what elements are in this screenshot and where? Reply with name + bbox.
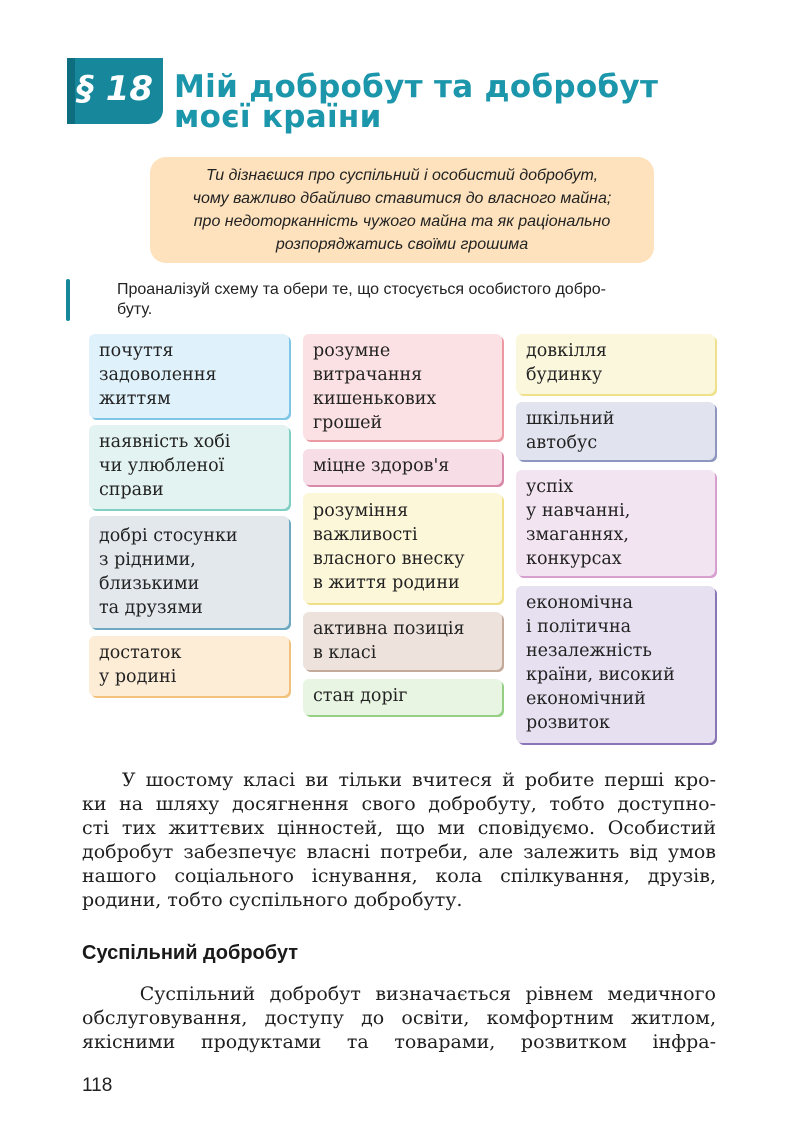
card-line: почуття bbox=[99, 341, 174, 361]
task-text-line-1: Проаналізуй схему та обери те, що стосується особистого добро- bbox=[117, 281, 606, 298]
card-line: країни, високий bbox=[526, 665, 675, 685]
body-text-line: якісними продуктами та товарами, розвитком інфра- bbox=[82, 1031, 716, 1053]
objectives-line: Ти дізнаєшся про суспільний і особистий добробут, bbox=[205, 167, 599, 184]
objectives-box bbox=[150, 157, 654, 263]
card-line: чи улюбленої bbox=[99, 456, 225, 476]
body-text-line: родини, тобто суспільного добробуту. bbox=[82, 889, 463, 911]
card-line: у навчанні, bbox=[526, 501, 631, 521]
section-badge bbox=[67, 58, 163, 124]
card-line: наявність хобі bbox=[99, 432, 231, 452]
card-line: економічна bbox=[526, 593, 633, 613]
card-line: стан доріг bbox=[313, 686, 408, 706]
scheme-card[interactable] bbox=[303, 493, 502, 603]
scheme-card[interactable] bbox=[89, 636, 289, 696]
card-line: міцне здоров'я bbox=[313, 456, 450, 476]
card-line: незалежність bbox=[526, 641, 652, 661]
page-number: 118 bbox=[82, 1075, 113, 1096]
card-line: в класі bbox=[313, 643, 377, 663]
card-line: розумне bbox=[313, 341, 391, 361]
card-line: грошей bbox=[313, 413, 383, 433]
objectives-line: про недоторканність чужого майна та як раціонально bbox=[193, 213, 611, 230]
chapter-title-line-2: моєї країни bbox=[174, 99, 382, 135]
card-line: добрі стосунки bbox=[99, 526, 238, 546]
card-line: активна позиція bbox=[313, 619, 465, 639]
card-line: власного внеску bbox=[313, 549, 465, 569]
card-line: витрачання bbox=[313, 365, 423, 385]
card-line: успіх bbox=[526, 477, 574, 497]
scheme-card[interactable] bbox=[89, 425, 289, 509]
card-line: будинку bbox=[526, 365, 603, 385]
scheme-card[interactable] bbox=[516, 402, 715, 460]
card-line: з рідними, bbox=[99, 550, 196, 570]
card-line: у родині bbox=[99, 667, 177, 687]
scheme-card[interactable] bbox=[89, 334, 289, 418]
card-line: розвиток bbox=[526, 713, 610, 733]
card-line: економічний bbox=[526, 689, 646, 709]
body-text-line: Суспільний добробут визначається рівнем медичного bbox=[82, 983, 716, 1005]
body-text-line: добробут забезпечує власні потреби, але залежить від умов bbox=[82, 841, 716, 863]
section-heading: Суспільний добробут bbox=[82, 942, 299, 964]
chapter-title-line-1: Мій добробут та добробут bbox=[174, 69, 659, 105]
card-line: достаток bbox=[99, 643, 182, 663]
scheme-card[interactable] bbox=[89, 516, 289, 628]
task-text-line-2: буту. bbox=[117, 301, 153, 318]
card-line: та друзями bbox=[99, 598, 203, 618]
objectives-line: чому важливо дбайливо ставитися до власного майна; bbox=[192, 190, 612, 207]
card-line: близькими bbox=[99, 574, 200, 594]
card-line: задоволення bbox=[99, 365, 217, 385]
card-line: довкілля bbox=[526, 341, 607, 361]
card-line: і політична bbox=[526, 617, 632, 637]
card-line: розуміння bbox=[313, 501, 409, 521]
scheme-card[interactable] bbox=[303, 679, 502, 715]
scheme-card[interactable] bbox=[516, 334, 715, 394]
scheme-card[interactable] bbox=[303, 334, 502, 440]
scheme-card[interactable] bbox=[516, 470, 715, 576]
card-line: життям bbox=[99, 389, 171, 409]
body-text-line: обслуговування, доступу до освіти, комфортним житлом, bbox=[82, 1007, 716, 1029]
card-line: в життя родини bbox=[313, 573, 460, 593]
objectives-line: розпоряджатись своїми грошима bbox=[275, 236, 529, 253]
body-text-line: нашого соціального існування, кола спілкування, друзів, bbox=[82, 865, 716, 887]
task-marker bbox=[66, 279, 70, 321]
section-number: § 18 bbox=[76, 69, 154, 109]
scheme-card[interactable] bbox=[303, 449, 502, 485]
card-line: справи bbox=[99, 480, 164, 500]
card-line: змаганнях, bbox=[526, 525, 629, 545]
card-line: важливості bbox=[313, 525, 418, 545]
card-line: конкурсах bbox=[526, 549, 622, 569]
card-line: кишенькових bbox=[313, 389, 437, 409]
card-line: автобус bbox=[526, 433, 598, 453]
body-text-line: ки на шляху досягнення свого добробуту, тобто доступно- bbox=[82, 793, 716, 815]
scheme-card[interactable] bbox=[303, 612, 502, 670]
body-text-line: сті тих життєвих цінностей, що ми сповідуємо. Особистий bbox=[82, 817, 716, 839]
scheme-card[interactable] bbox=[516, 586, 715, 743]
card-line: шкільний bbox=[526, 409, 615, 429]
body-text-line: У шостому класі ви тільки вчитеся й робите перші кро- bbox=[82, 769, 716, 791]
